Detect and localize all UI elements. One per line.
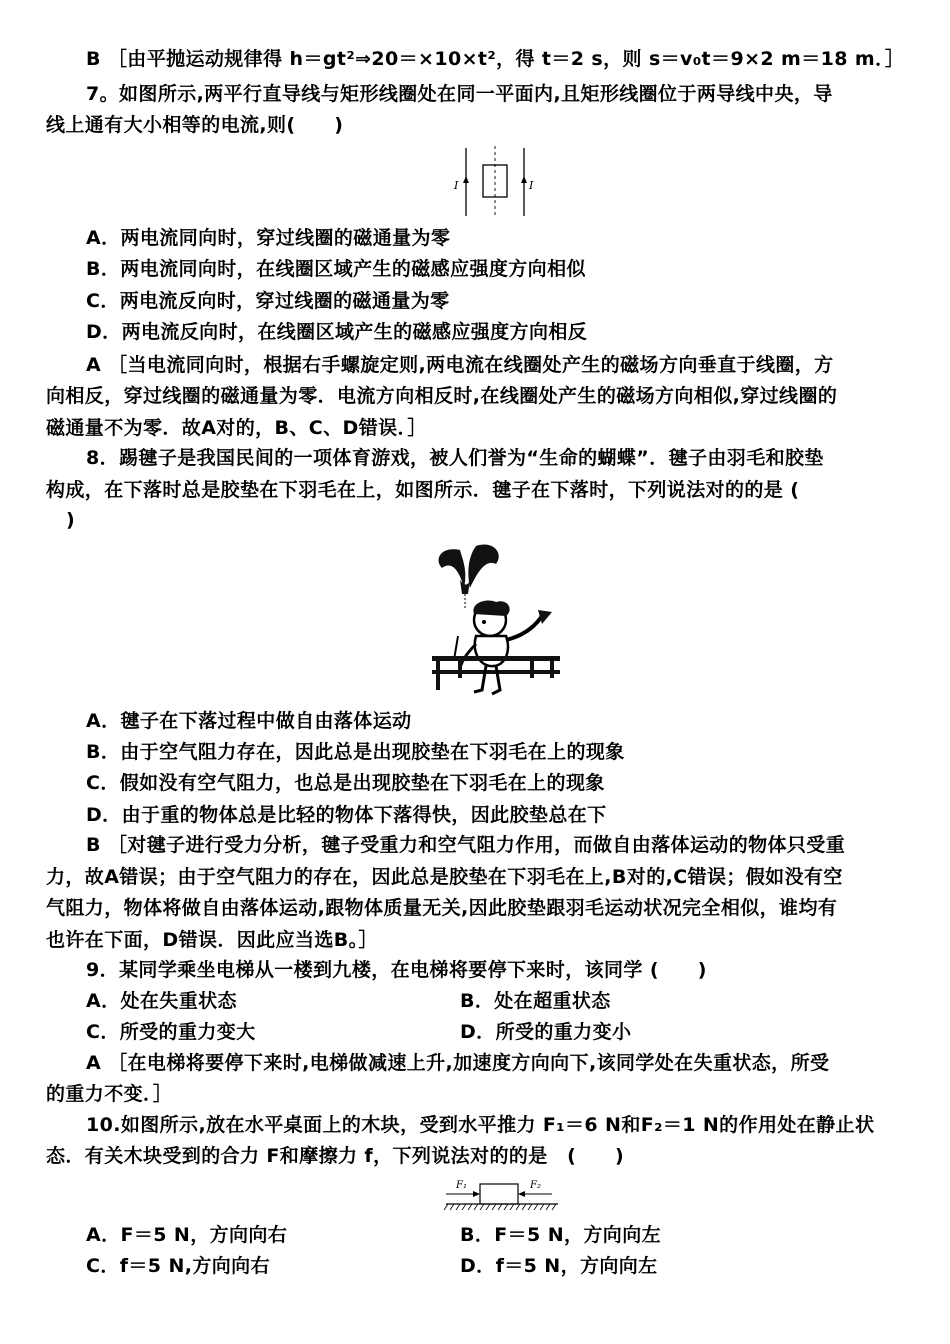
- rectangular-coil: [483, 165, 507, 197]
- answer-7-line-1: A ［当电流同向时，根据右手螺旋定则,两电流在线圈处产生的磁场方向垂直于线圈，方: [86, 354, 834, 376]
- question-8-line-2: 构成，在下落时总是胶垫在下羽毛在上，如图所示．毽子在下落时，下列说法对的的是 (: [46, 479, 800, 501]
- answer-8-line-3: 气阻力，物体将做自由落体运动,跟物体质量无关,因此胶垫跟羽毛运动状况完全相似，谁均有: [46, 897, 838, 919]
- railing-top: [432, 656, 560, 661]
- answer-8-line-1: B ［对毽子进行受力分析，毽子受重力和空气阻力作用，而做自由落体运动的物体只受重: [86, 834, 846, 856]
- option-9d: D．所受的重力变小: [460, 1021, 632, 1043]
- block-forces-figure: [438, 1176, 564, 1216]
- person-hair: [473, 601, 509, 617]
- option-9a: A．处在失重状态: [86, 990, 237, 1012]
- option-7d: D．两电流反向时，在线圈区域产生的磁感应强度方向相反: [86, 321, 588, 343]
- option-8c: C．假如没有空气阻力，也总是出现胶垫在下羽毛在上的现象: [86, 772, 605, 794]
- person-hand: [538, 610, 552, 624]
- option-9-row-1: [86, 986, 950, 1016]
- person-body: [475, 636, 508, 666]
- table-hatching: [444, 1204, 556, 1210]
- answer-9-line-2: 的重力不变．］: [46, 1083, 173, 1105]
- question-10-line-1: 10.如图所示,放在水平桌面上的木块，受到水平推力 F₁＝6 N和F₂＝1 N的作用处在静止状: [86, 1114, 875, 1136]
- option-7b: B．两电流同向时，在线圈区域产生的磁感应强度方向相似: [86, 258, 586, 280]
- option-9-row-2: [86, 1017, 950, 1047]
- option-7c: C．两电流反向时，穿过线圈的磁通量为零: [86, 290, 450, 312]
- option-9c: C．所受的重力变大: [86, 1021, 256, 1043]
- answer-9-line-1: A ［在电梯将要停下来时,电梯做减速上升,加速度方向向下,该同学处在失重状态，所受: [86, 1052, 830, 1074]
- question-9: 9．某同学乘坐电梯从一楼到九楼，在电梯将要停下来时，该同学 ( ): [86, 959, 707, 981]
- right-current-arrow: [521, 176, 527, 183]
- shuttlecock-base: [460, 580, 470, 594]
- answer-8-line-4: 也许在下面，D错误．因此应当选B。］: [46, 929, 378, 951]
- left-current-label: I: [454, 179, 459, 192]
- option-7a: A．两电流同向时，穿过线圈的磁通量为零: [86, 227, 451, 249]
- question-7-line-2: 线上通有大小相等的电流,则( ): [46, 114, 344, 136]
- option-8d: D．由于重的物体总是比轻的物体下落得快，因此胶垫总在下: [86, 804, 607, 826]
- question-7-line-1: 7。如图所示,两平行直导线与矩形线圈处在同一平面内,且矩形线圈位于两导线中央，导: [86, 83, 833, 105]
- person-leg-left: [474, 666, 486, 692]
- feather-right: [468, 545, 498, 588]
- question-10-line-2: 态．有关木块受到的合力 F和摩擦力 f，下列说法对的的是 ( ): [46, 1145, 625, 1167]
- answer-6: B ［由平抛运动规律得 h＝gt²⇒20＝×10×t²，得 t＝2 s，则 s＝v₀t＝9×2 m＝18 m．］: [86, 48, 905, 70]
- option-10b: B．F＝5 N，方向向左: [460, 1224, 661, 1246]
- shuttlecock-figure: [430, 540, 562, 698]
- person-arm: [506, 616, 542, 640]
- option-9b: B．处在超重状态: [460, 990, 611, 1012]
- answer-8-line-2: 力，故A错误；由于空气阻力的存在，因此总是胶垫在下羽毛在上,B对的,C错误；假如没有空: [46, 866, 843, 888]
- option-10-row-1: [86, 1220, 950, 1250]
- f2-label: F₂: [530, 1180, 541, 1191]
- option-10c: C．f＝5 N,方向向右: [86, 1255, 270, 1277]
- wooden-block: [480, 1184, 518, 1204]
- answer-7-line-2: 向相反，穿过线圈的磁通量为零．电流方向相反时,在线圈处产生的磁场方向相似,穿过线圈的: [46, 385, 838, 407]
- option-10d: D．f＝5 N，方向向左: [460, 1255, 658, 1277]
- option-8b: B．由于空气阻力存在，因此总是出现胶垫在下羽毛在上的现象: [86, 741, 625, 763]
- option-8a: A．毽子在下落过程中做自由落体运动: [86, 710, 412, 732]
- option-10-row-2: [86, 1251, 950, 1281]
- parallel-wires-figure: [450, 146, 540, 218]
- answer-7-line-3: 磁通量不为零．故A对的，B、C、D错误．］: [46, 417, 427, 439]
- question-8-line-1: 8．踢毽子是我国民间的一项体育游戏，被人们誉为“生命的蝴蝶”．毽子由羽毛和胶垫: [86, 447, 824, 469]
- question-8-line-3: ): [66, 509, 76, 531]
- left-current-arrow: [463, 176, 469, 183]
- option-10a: A．F＝5 N，方向向右: [86, 1224, 288, 1246]
- right-current-label: I: [529, 179, 534, 192]
- f1-label: F₁: [456, 1180, 467, 1191]
